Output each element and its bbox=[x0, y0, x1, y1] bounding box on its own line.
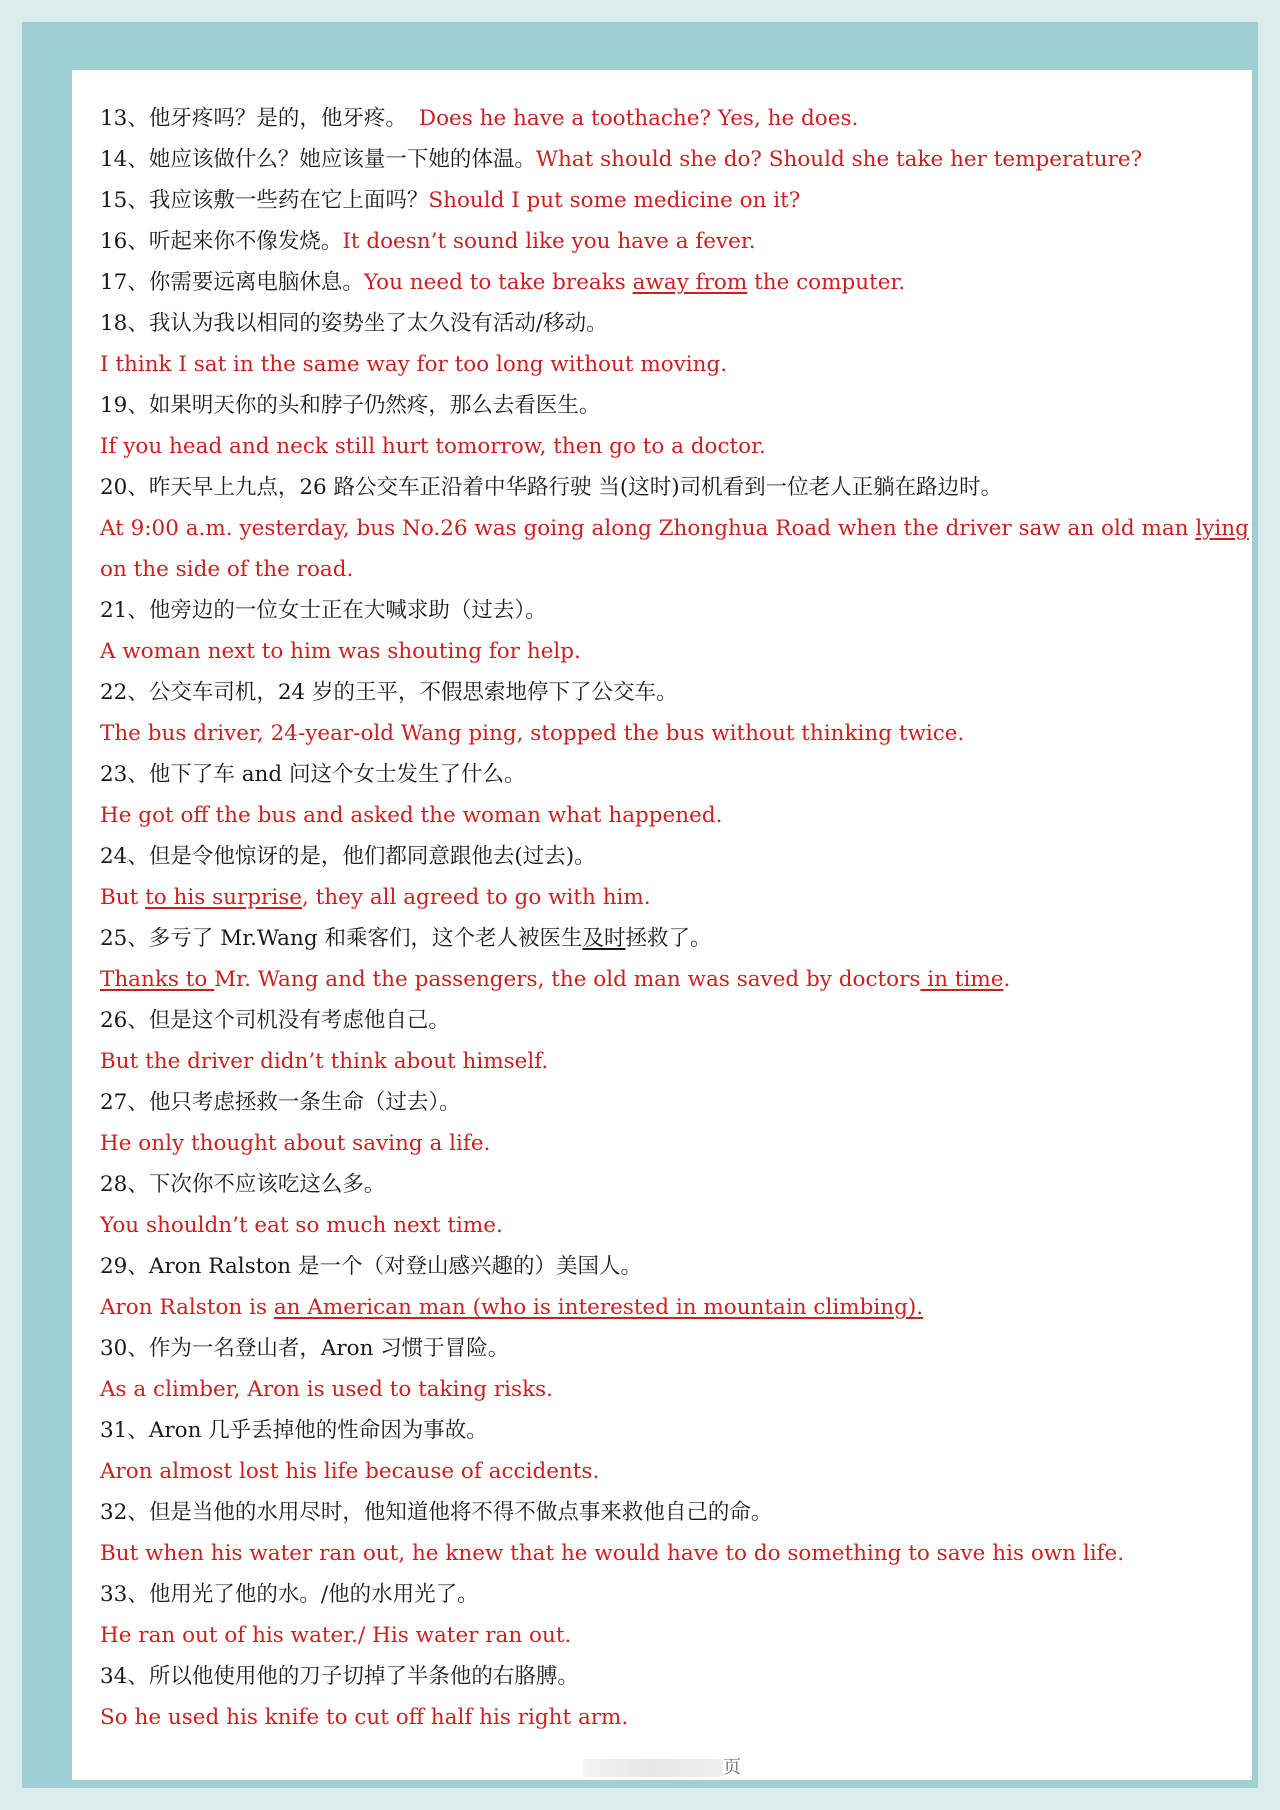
page-number-redacted bbox=[583, 1759, 723, 1777]
sentence-23-cn: 23、他下了车 and 问这个女士发生了什么。 bbox=[100, 762, 526, 787]
line-15 bbox=[100, 180, 1230, 221]
sentence-24-en-c: , they all agreed to go with him. bbox=[301, 885, 651, 910]
sentence-25-en-b: Mr. Wang and the passengers, the old man was saved by doctors bbox=[214, 967, 921, 992]
sentence-26-en: But the driver didn’t think about himself. bbox=[100, 1049, 549, 1074]
sentence-32-cn: 32、但是当他的水用尽时，他知道他将不得不做点事来救他自己的命。 bbox=[100, 1500, 773, 1525]
sentence-18-en: I think I sat in the same way for too long without moving. bbox=[100, 352, 728, 377]
line-26 bbox=[100, 1000, 1230, 1041]
line-13 bbox=[100, 98, 1230, 139]
line-31 bbox=[100, 1410, 1230, 1451]
sentence-29-en-a: Aron Ralston is bbox=[100, 1295, 274, 1320]
sentence-18-cn: 18、我认为我以相同的姿势坐了太久没有活动/移动。 bbox=[100, 311, 608, 336]
line-18-en bbox=[100, 344, 1230, 385]
line-29 bbox=[100, 1246, 1230, 1287]
line-25-en bbox=[100, 959, 1230, 1000]
sentence-13-en: Does he have a toothache? Yes, he does. bbox=[418, 106, 859, 131]
sentence-13-cn: 13、他牙疼吗？是的，他牙疼。 bbox=[100, 106, 407, 131]
line-24-en bbox=[100, 877, 1230, 918]
line-20-en bbox=[100, 508, 1249, 549]
sentence-16-en: It doesn’t sound like you have a fever. bbox=[342, 229, 756, 254]
sentence-27-en: He only thought about saving a life. bbox=[100, 1131, 491, 1156]
line-28 bbox=[100, 1164, 1230, 1205]
sentence-21-cn: 21、他旁边的一位女士正在大喊求助（过去）。 bbox=[100, 598, 547, 623]
sentence-25-en-d: . bbox=[1003, 967, 1011, 992]
sentence-20-cn: 20、昨天早上九点，26 路公交车正沿着中华路行驶 当(这时)司机看到一位老人正躺在路边时。 bbox=[100, 475, 1003, 500]
sentence-27-cn: 27、他只考虑拯救一条生命（过去）。 bbox=[100, 1090, 461, 1115]
line-30 bbox=[100, 1328, 1230, 1369]
line-23-en bbox=[100, 795, 1230, 836]
line-21-en bbox=[100, 631, 1230, 672]
sentence-17-cn: 17、你需要远离电脑休息。 bbox=[100, 270, 364, 295]
sentence-25-cn-a: 25、多亏了 Mr.Wang 和乘客们，这个老人被医生 bbox=[100, 926, 583, 951]
sentence-30-cn: 30、作为一名登山者，Aron 习惯于冒险。 bbox=[100, 1336, 510, 1361]
page-frame bbox=[22, 22, 1258, 1788]
page-suffix: 页 bbox=[723, 1757, 741, 1778]
line-34 bbox=[100, 1656, 1230, 1697]
line-32-en bbox=[100, 1533, 1230, 1574]
line-16 bbox=[100, 221, 1230, 262]
sentence-31-en: Aron almost lost his life because of accidents. bbox=[100, 1459, 600, 1484]
sentence-19-cn: 19、如果明天你的头和脖子仍然疼，那么去看医生。 bbox=[100, 393, 601, 418]
sentence-29-en-underlined: an American man (who is interested in mountain climbing). bbox=[273, 1295, 924, 1320]
line-30-en bbox=[100, 1369, 1230, 1410]
line-25 bbox=[100, 918, 1230, 959]
line-20-en-cont bbox=[100, 549, 1230, 590]
line-31-en bbox=[100, 1451, 1230, 1492]
sentence-23-en: He got off the bus and asked the woman what happened. bbox=[100, 803, 723, 828]
sentence-25-en-underlined-c: in time bbox=[920, 967, 1004, 992]
sentence-32-en: But when his water ran out, he knew that he would have to do something to save his own life. bbox=[100, 1541, 1125, 1566]
sentence-21-en: A woman next to him was shouting for help. bbox=[100, 639, 581, 664]
sentence-33-en: He ran out of his water./ His water ran out. bbox=[100, 1623, 572, 1648]
sentence-15-cn: 15、我应该敷一些药在它上面吗？ bbox=[100, 188, 429, 213]
sentence-24-cn: 24、但是令他惊讶的是，他们都同意跟他去(过去)。 bbox=[100, 844, 596, 869]
line-26-en bbox=[100, 1041, 1230, 1082]
line-27 bbox=[100, 1082, 1230, 1123]
page-footer bbox=[72, 1753, 1252, 1779]
line-27-en bbox=[100, 1123, 1230, 1164]
sentence-31-cn: 31、Aron 几乎丢掉他的性命因为事故。 bbox=[100, 1418, 488, 1443]
line-22-en bbox=[100, 713, 1230, 754]
sentence-14-en: What should she do? Should she take her temperature? bbox=[535, 147, 1143, 172]
line-33 bbox=[100, 1574, 1230, 1615]
sentence-28-en: You shouldn’t eat so much next time. bbox=[100, 1213, 503, 1238]
line-23 bbox=[100, 754, 1230, 795]
sentence-16-cn: 16、听起来你不像发烧。 bbox=[100, 229, 343, 254]
sentence-14-cn: 14、她应该做什么？她应该量一下她的体温。 bbox=[100, 147, 536, 172]
sentence-20-en-underlined: lying bbox=[1195, 516, 1249, 541]
line-19 bbox=[100, 385, 1230, 426]
sentence-25-cn-c: 拯救了。 bbox=[625, 926, 712, 951]
line-17 bbox=[100, 262, 1230, 303]
line-29-en bbox=[100, 1287, 1230, 1328]
sentence-25-en-underlined-a: Thanks to bbox=[100, 967, 215, 992]
line-33-en bbox=[100, 1615, 1230, 1656]
line-34-en bbox=[100, 1697, 1230, 1738]
sentence-22-cn: 22、公交车司机，24 岁的王平，不假思索地停下了公交车。 bbox=[100, 680, 678, 705]
line-32 bbox=[100, 1492, 1230, 1533]
sentence-25-cn-underlined: 及时 bbox=[582, 926, 626, 951]
line-28-en bbox=[100, 1205, 1230, 1246]
line-14 bbox=[100, 139, 1230, 180]
line-22 bbox=[100, 672, 1230, 713]
sentence-17-en-underlined: away from bbox=[632, 270, 748, 295]
sentence-19-en: If you head and neck still hurt tomorrow, then go to a doctor. bbox=[100, 434, 766, 459]
sentence-22-en: The bus driver, 24-year-old Wang ping, stopped the bus without thinking twice. bbox=[100, 721, 965, 746]
sentence-20-en-c: on the side of the road. bbox=[100, 557, 354, 582]
sentence-28-cn: 28、下次你不应该吃这么多。 bbox=[100, 1172, 386, 1197]
sentence-34-cn: 34、所以他使用他的刀子切掉了半条他的右胳膊。 bbox=[100, 1664, 579, 1689]
sentence-17-en-a: You need to take breaks bbox=[363, 270, 633, 295]
sentence-20-en-a: At 9:00 a.m. yesterday, bus No.26 was going along Zhonghua Road when the driver saw an old man bbox=[100, 516, 1196, 541]
line-24 bbox=[100, 836, 1230, 877]
line-18 bbox=[100, 303, 1230, 344]
document-page bbox=[72, 70, 1252, 1780]
line-19-en bbox=[100, 426, 1230, 467]
sentence-33-cn: 33、他用光了他的水。/他的水用光了。 bbox=[100, 1582, 479, 1607]
line-20 bbox=[100, 467, 1230, 508]
document-content bbox=[100, 98, 1249, 1738]
line-21 bbox=[100, 590, 1230, 631]
sentence-24-en-underlined: to his surprise bbox=[145, 885, 302, 910]
sentence-24-en-a: But bbox=[100, 885, 146, 910]
sentence-34-en: So he used his knife to cut off half his right arm. bbox=[100, 1705, 629, 1730]
sentence-30-en: As a climber, Aron is used to taking risks. bbox=[100, 1377, 553, 1402]
sentence-26-cn: 26、但是这个司机没有考虑他自己。 bbox=[100, 1008, 450, 1033]
sentence-15-en: Should I put some medicine on it? bbox=[428, 188, 801, 213]
sentence-17-en-c: the computer. bbox=[747, 270, 906, 295]
sentence-29-cn: 29、Aron Ralston 是一个（对登山感兴趣的）美国人。 bbox=[100, 1254, 642, 1279]
